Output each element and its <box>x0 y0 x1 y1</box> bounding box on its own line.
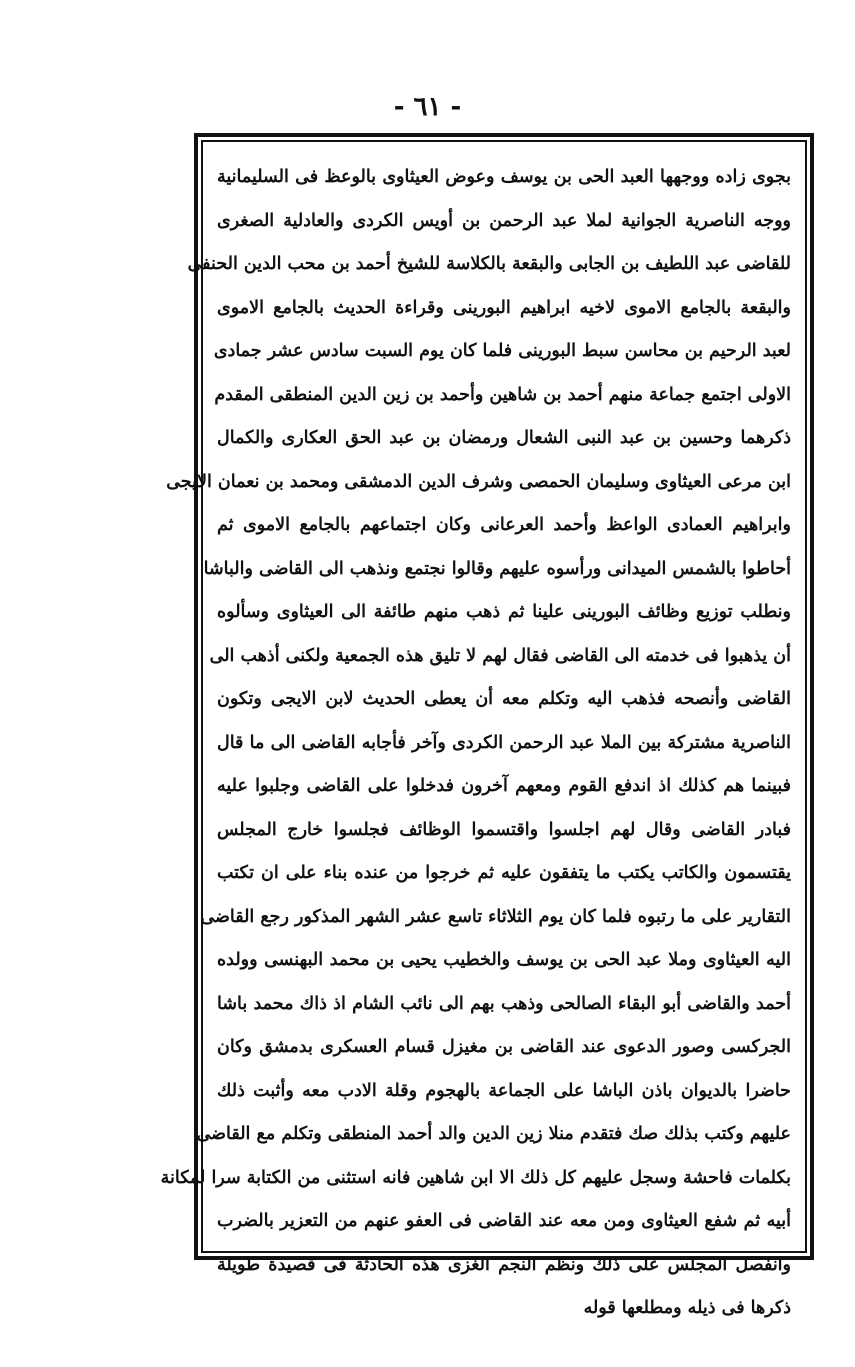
text-line: التقارير على ما رتبوه فلما كان يوم الثلاثاء تاسع عشر الشهر المذكور رجع القاضى <box>200 906 791 927</box>
text-line: ونطلب توزيع وظائف البورينى علينا ثم ذهب منهم طائفة الى العيثاوى وسألوه <box>217 602 791 622</box>
text-line: فبينما هم كذلك اذ اندفع القوم ومعهم آخرون فدخلوا على القاضى وجلبوا عليه <box>217 776 791 796</box>
text-line: الاولى اجتمع جماعة منهم أحمد بن شاهين وأحمد بن زين الدين المنطقى المقدم <box>214 384 791 405</box>
text-line: أحاطوا بالشمس الميدانى ورأسوه عليهم وقالوا نجتمع ونذهب الى القاضى والباشا <box>203 558 791 579</box>
page-border-outer <box>160 133 814 1318</box>
text-line: عليهم وكتب بذلك صك فتقدم منلا زين الدين والد أحمد المنطقى وتكلم مع القاضى <box>196 1124 791 1144</box>
text-line: ذكرها فى ذيله ومطلعها قوله <box>583 1298 791 1318</box>
text-line: وانفصل المجلس على ذلك ونظم النجم الغزى هذه الحادثة فى قصيدة طويلة <box>217 1254 791 1275</box>
text-line: لعبد الرحيم بن محاسن سبط البورينى فلما كان يوم السبت سادس عشر جمادى <box>213 341 791 361</box>
text-line: فبادر القاضى وقال لهم اجلسوا واقتسموا الوظائف فجلسوا خارج المجلس <box>217 819 791 840</box>
text-line: حاضرا بالديوان باذن الباشا على الجماعة بالهجوم وقلة الادب معه وأثبت ذلك <box>217 1080 791 1101</box>
page-number: - ٦١ - <box>393 92 462 122</box>
text-line: يقتسمون والكاتب يكتب ما يتفقون عليه ثم خرجوا من عنده بناء على ان تكتب <box>217 863 791 883</box>
text-line: القاضى وأنصحه فذهب اليه وتكلم معه أن يعطى الحديث لابن الايجى وتكون <box>217 689 791 709</box>
text-line: ذكرهما وحسين بن عبد النبى الشعال ورمضان بن عبد الحق العكارى والكمال <box>217 428 791 448</box>
text-line: وابراهيم العمادى الواعظ وأحمد العرعانى وكان اجتماعهم بالجامع الاموى ثم <box>217 515 791 535</box>
body-text <box>160 156 791 1331</box>
text-line: الناصرية مشتركة بين الملا عبد الرحمن الكردى وآخر فأجابه القاضى الى ما قال <box>217 732 791 753</box>
text-line: الجركسى وصور الدعوى عند القاضى بن مغيزل قسام العسكرى بدمشق وكان <box>217 1037 791 1057</box>
text-line: ابن مرعى العيثاوى وسليمان الحمصى وشرف الدين الدمشقى ومحمد بن نعمان الايجى <box>166 471 791 492</box>
text-line: أن يذهبوا فى خدمته الى القاضى فقال لهم لا تليق هذه الجمعية ولكنى أذهب الى <box>209 645 791 666</box>
text-line: بكلمات فاحشة وسجل عليهم كل ذلك الا ابن شاهين فانه استثنى من الكتابة سرا لمكانة <box>160 1167 791 1188</box>
text-line: أحمد والقاضى أبو البقاء الصالحى وذهب بهم الى نائب الشام اذ ذاك محمد باشا <box>217 993 791 1014</box>
text-line: أبيه ثم شفع العيثاوى ومن معه عند القاضى فى العفو عنهم من التعزير بالضرب <box>217 1211 791 1231</box>
page-border-inner <box>160 140 807 1318</box>
text-line: بجوى زاده ووجهها العبد الحى بن يوسف وعوض العيثاوى بالوعظ فى السليمانية <box>217 167 791 187</box>
text-line: اليه العيثاوى وملا عبد الحى بن يوسف والخطيب يحيى بن محمد البهنسى وولده <box>217 950 791 970</box>
text-line: ووجه الناصرية الجوانية لملا عبد الرحمن بن أويس الكردى والعادلية الصغرى <box>217 210 791 231</box>
text-line: للقاضى عبد اللطيف بن الجابى والبقعة بالكلاسة للشيخ أحمد بن محب الدين الحنفى <box>187 254 791 274</box>
text-line: والبقعة بالجامع الاموى لاخيه ابراهيم البورينى وقراءة الحديث بالجامع الاموى <box>217 297 791 318</box>
